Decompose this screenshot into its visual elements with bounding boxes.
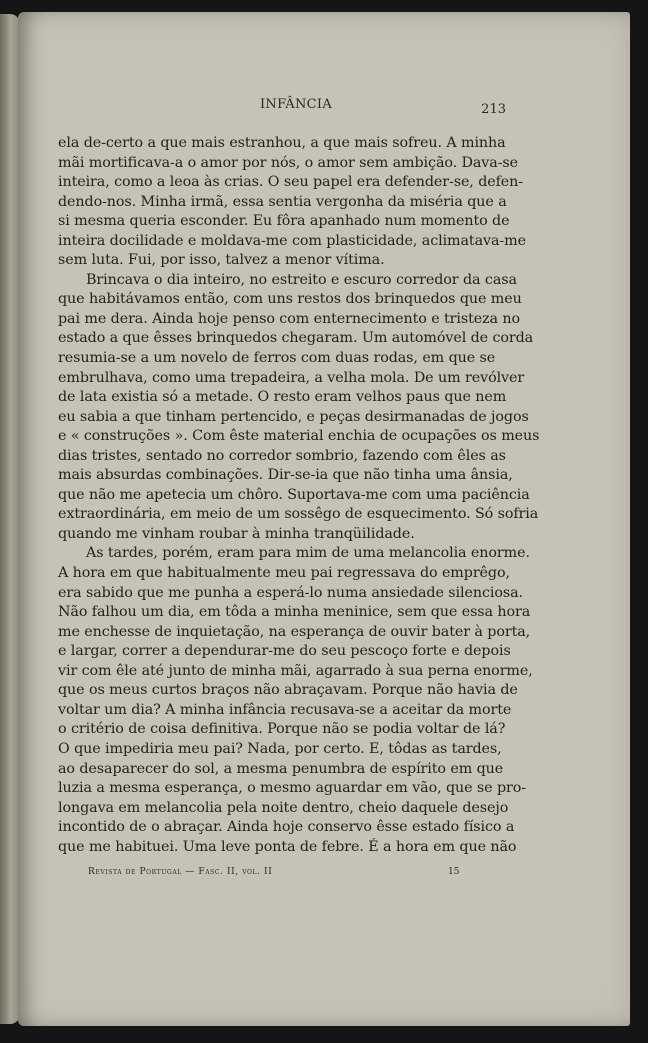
text-line: incontido de o abraçar. Ainda hoje conservo êsse estado físico a <box>58 819 515 836</box>
text-line: que me habituei. Uma leve ponta de febre. É a hora em que não <box>58 838 517 855</box>
text-line: estado a que êsses brinquedos chegaram. Um automóvel de corda <box>58 330 534 347</box>
page-number: 213 <box>481 102 506 117</box>
text-line: quando me vinham roubar à minha tranqüilidade. <box>58 525 415 542</box>
text-line: dias tristes, sentado no corredor sombrio, fazendo com êles as <box>58 447 506 464</box>
text-line: me enchesse de inquietação, na esperança de ouvir bater à porta, <box>58 623 531 640</box>
text-line: embrulhava, como uma trepadeira, a velha mola. De um revólver <box>58 369 525 386</box>
text-line: si mesma queria esconder. Eu fôra apanhado num momento de <box>58 213 510 230</box>
text-line: A hora em que habitualmente meu pai regressava do emprêgo, <box>58 565 510 582</box>
facing-page-edge <box>0 14 20 1024</box>
text-line: que os meus curtos braços não abraçavam. Porque não havia de <box>58 682 518 699</box>
text-line: Não falhou um dia, em tôda a minha meninice, sem que essa hora <box>58 604 531 621</box>
text-line: e « construções ». Com êste material enchia de ocupações os meus <box>58 428 540 445</box>
text-line: ela de-certo a que mais estranhou, a que mais sofreu. A minha <box>58 135 506 151</box>
footer-signature-mark: 15 <box>448 867 460 877</box>
text-line: voltar um dia? A minha infância recusava-se a aceitar da morte <box>58 701 512 718</box>
text-line: inteira docilidade e moldava-me com plasticidade, aclimatava-me <box>58 232 526 249</box>
text-line: mais absurdas combinações. Dir-se-ia que não tinha uma ânsia, <box>58 467 513 484</box>
text-line: luzia a mesma esperança, o mesmo aguardar em vão, que se pro- <box>58 780 527 797</box>
page-edge-shadow <box>626 42 628 1002</box>
text-line: As tardes, porém, eram para mim de uma melancolia enorme. <box>86 545 530 562</box>
text-line: Brincava o dia inteiro, no estreito e escuro corredor da casa <box>86 271 517 288</box>
text-line: pai me dera. Ainda hoje penso com enternecimento e tristeza no <box>58 310 521 327</box>
body-text <box>58 134 540 857</box>
text-line: eu sabia a que tinham pertencido, e peças desirmanadas de jogos <box>58 408 529 425</box>
text-line: resumia-se a um novelo de ferros com duas rodas, em que se <box>58 350 496 367</box>
footer-journal-citation: Revista de Portugal — Fasc. II, vol. II <box>88 867 273 877</box>
text-line: longava em melancolia pela noite dentro, cheio daquele desejo <box>58 799 509 816</box>
text-line: era sabido que me punha a esperá-lo numa ansiedade silenciosa. <box>58 584 523 601</box>
text-line: que não me apetecia um chôro. Suportava-me com uma paciência <box>58 486 530 503</box>
text-line: extraordinária, em meio de um sossêgo de esquecimento. Só sofria <box>58 506 539 523</box>
text-line: vir com êle até junto de minha mãi, agarrado à sua perna enorme, <box>58 662 533 679</box>
running-title: INFÂNCIA <box>259 97 333 112</box>
text-line: sem luta. Fui, por isso, talvez a menor vítima. <box>58 252 385 269</box>
text-line: que habitávamos então, com uns restos dos brinquedos que meu <box>58 291 522 308</box>
text-line: ao desaparecer do sol, a mesma penumbra de espírito em que <box>58 760 504 777</box>
text-line: inteira, como a leoa às crias. O seu papel era defender-se, defen- <box>58 174 524 191</box>
text-line: dendo-nos. Minha irmã, essa sentia vergonha da miséria que a <box>58 193 507 210</box>
text-line: mãi mortificava-a o amor por nós, o amor sem ambição. Dava-se <box>58 154 519 171</box>
text-line: O que impediria meu pai? Nada, por certo. E, tôdas as tardes, <box>58 740 502 757</box>
text-line: e largar, correr a dependurar-me do seu pescoço forte e depois <box>58 643 511 660</box>
text-line: de lata existia só a metade. O resto eram velhos paus que nem <box>58 389 507 406</box>
text-line: o critério de coisa definitiva. Porque não se podia voltar de lá? <box>58 721 506 738</box>
